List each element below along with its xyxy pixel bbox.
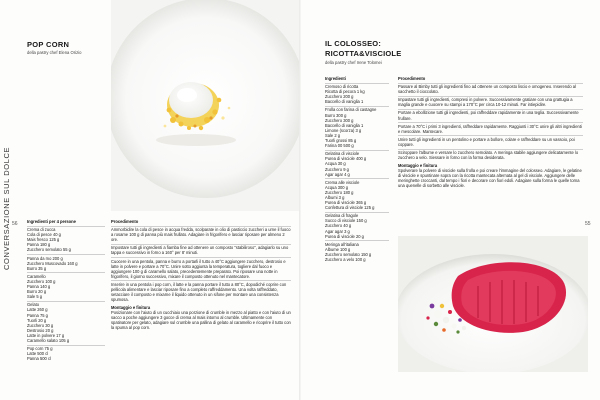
ingredient-line: Sale 5 g (27, 294, 43, 300)
divider (325, 240, 389, 241)
procedure-column-right (398, 76, 583, 188)
ingredient-line: Latte in polvere 17 g (27, 332, 65, 338)
procedure-step: Impostare tutti gli ingredienti a fiamba fine ad ottenere un composto "stabiliroso", adagiarlo su uno tappa e successivo in forno a 160° per 8' minuti. (111, 245, 289, 256)
procedure-heading-right: Procedimento (398, 76, 426, 81)
divider (398, 109, 583, 110)
popcorn-dessert-photo (111, 0, 299, 211)
ingredient-line: Burro 20 g (27, 289, 47, 295)
ingredient-line: Confettura di visciole 125 g (325, 205, 375, 211)
ingredient-line: Frolla con farina di castagne (325, 107, 377, 113)
divider (398, 135, 583, 136)
page-fold (299, 0, 301, 400)
mount-heading-right: Montaggio e finitura (398, 162, 438, 168)
ingredient-line: Zucchero a velo 100 g (325, 257, 366, 262)
ingredient-line: Gelatina di visciole (325, 151, 360, 157)
ingredient-line: Mais fresco 125 g (27, 237, 60, 243)
ingredient-line: Gelato (27, 302, 40, 308)
ingredients-column-left (27, 219, 105, 361)
ingredient-line: Baccello di vaniglia 1 (325, 99, 364, 105)
ingredient-line: Baccello di vaniglia 1 (325, 122, 364, 128)
page-number-left: 56 (12, 221, 18, 227)
divider (27, 226, 105, 227)
ingredients-heading-left: Ingredienti per 4 persone (27, 219, 76, 224)
divider (398, 83, 583, 84)
procedure-step: Cuocere in una pentola, panna e burro a portarli il tutto a 40°C aggiungere zucchero, destrosio e latte in polvere e portare a 70°C. Unire sotto aggiunta la temperatura, togliere dal fuoco e aggiungere 100 g di caramello salato, precedentemente preparato. Poi riposare una notte in frigorifero, il giorno successivo, mixare il composto ottenuto nel mantecatore. (111, 258, 286, 279)
ingredient-line: Meringa all'italiana (325, 241, 359, 247)
page-number-right: 55 (585, 221, 591, 227)
section-title-vertical: CONVERSAZIONE SUL DOLCE (2, 146, 11, 270)
ingredient-line: Pop corn 75 g (27, 346, 53, 352)
ingredient-line: Crema alle visciole (325, 179, 360, 185)
ingredient-line: Purea di visciole 20 g (325, 233, 364, 239)
divider (325, 83, 389, 84)
ingredient-line: Limone (scorza) 3 g (325, 127, 362, 133)
recipe-title-right (325, 39, 485, 58)
ingredient-line: Acqua 30 g (325, 161, 346, 167)
procedure-column-left (111, 219, 291, 330)
ingredient-line: Albumi 3 g (325, 194, 345, 200)
chef-credit-left: della pastry chef Elena Orizio (27, 50, 82, 55)
ingredient-line: Zucchero 100 g (27, 278, 56, 284)
ingredient-line: Zucchero 300 g (325, 117, 354, 123)
ingredient-line: Purea di visciole 400 g (325, 156, 367, 162)
procedure-step: Inserire in una pentola i pop corn, il latte e la panna portare il tutto a 80°C, dopodiché coprire con pellicola alimentare e lasciar riposare fino a completo raffreddamento. Una volta raffreddato, setacciare il composto e mixarne il liquido ottenuto in un sifone per montare una consistenza spumosa. (111, 281, 287, 303)
divider (27, 254, 105, 255)
divider (398, 149, 583, 150)
divider (325, 106, 389, 107)
title-line-1: IL COLOSSEO: (325, 39, 382, 48)
mount-heading-left: Montaggio e finitura (111, 304, 151, 310)
procedure-step: Ammorbidire la cola di pesce in acqua fredda, scolparate in olio di pasticcio zuccheri a urne il fuoco a rosame 100 g di panna più mais frullato. Adagiare in frigorifero e lasciar riposare per almeno 2 ore. (111, 227, 291, 243)
ingredient-line: Burro 35 g (27, 265, 47, 271)
ingredient-line: Gelatina di fragole (325, 213, 359, 219)
procedure-step: Unire tutti gli ingredienti in un pentolino e portare a bollore, colare e raffreddare su un vassoio, poi coppare. (398, 136, 575, 147)
colosseo-dessert-photo (398, 236, 588, 372)
ingredient-line: Panna 500 cl (27, 356, 51, 362)
ingredient-line: Crema di zucca (27, 227, 56, 233)
ingredient-line: Caramello salato 105 g (27, 337, 70, 343)
mount-text-left: Posizionare con l'aiuto di un cucchiaio una porzione di crumble in mezzo al piatto e con l'aiuto di un sacco a poche aggiungere 3 gocce di crema al mais intorno al crumble. Ultimamente con spatinatore per gelato, adagiare sul crumble una pallina di gelato al caramello e ricoprire il tutto con la spuma al pop corn. (111, 309, 291, 331)
divider (325, 212, 389, 213)
recipe-title-left: POP CORN (27, 40, 70, 49)
procedure-heading-left: Procedimento (111, 219, 139, 224)
ingredient-line: Panna 180 g (27, 242, 51, 248)
ingredient-line: Sale 2 g (325, 132, 341, 138)
procedure-step: Impastare tutti gli ingredienti, compresi in polvere. Successivamente gratiare con una grattugia a maglia grande e cuocere su stampi a 170°C per circa 10-12 minuti. Far intiepidire. (398, 97, 573, 108)
ingredient-line: Burro 300 g (325, 112, 347, 118)
ingredients-heading-right: Ingredienti (325, 76, 346, 81)
ingredient-line: Ricotta di pecora 1 kg (325, 89, 365, 95)
ingredient-line: Purea di visciole 365 g (325, 200, 367, 206)
divider (325, 178, 389, 179)
chef-credit-right: della pastry chef Irene Tolomei (325, 60, 382, 65)
ingredient-line: Tuorli 20 g (27, 317, 47, 323)
divider (111, 280, 291, 281)
ingredient-line: Farina 00 500 g (325, 143, 354, 149)
ingredient-line: Zucchero Muscovado 160 g (27, 260, 78, 266)
ingredient-line: Zucchero 180 g (325, 189, 354, 195)
divider (325, 150, 389, 151)
divider (398, 96, 583, 97)
divider (27, 345, 105, 346)
ingredient-line: Acqua 300 g (325, 184, 348, 190)
procedure-step: Passare al Bimby tutti gli ingredienti fino ad ottenere un composto liscio e omogeneo. Inserendo al sacchetto il cioccolato. (398, 84, 576, 95)
ingredient-line: Zucchero 200 g (325, 94, 354, 100)
procedure-step: Portare a ebollizione tutti gli ingredienti, poi raffreddare rapidamente in una teglia. Successivamente frullare. (398, 110, 579, 121)
ingredient-line: Zucchero 9 g (325, 166, 349, 172)
ingredient-line: Succo di visciole 150 g (325, 218, 367, 224)
ingredient-line: Zucchero semolato 55 g (27, 247, 71, 253)
ingredient-line: Albume 100 g (325, 246, 351, 252)
ingredient-line: Zucchero semolato 150 g (325, 251, 372, 257)
ingredient-line: Zucchero 30 g (27, 322, 54, 328)
divider (27, 272, 105, 273)
procedure-step: Portare a 70°C i primi 3 ingredienti, raffreddare rapidamente. Raggiunti i 30°C unire gli altri ingredienti e mescolare. Mantecare. (398, 123, 582, 134)
divider (111, 226, 291, 227)
divider (111, 257, 291, 258)
ingredient-line: Cola di pesce 40 g (27, 232, 61, 238)
ingredient-line: Zucchero 40 g (325, 223, 352, 229)
ingredient-line: Latte 260 g (27, 307, 48, 313)
ingredient-line: Destrosio 20 g (27, 327, 54, 333)
ingredients-column-right (325, 76, 389, 262)
title-line-2: RICOTTA&VISCIOLE (325, 48, 402, 58)
divider (111, 244, 291, 245)
ingredient-line: Panna 140 g (27, 284, 51, 290)
ingredient-line: Agar agar 4 g (325, 171, 350, 177)
mount-text-right: Spolverare la polvere di visciole sulla frolla e poi creare l'immagine del colosseo. Adagiare, le gelatine di visciole e spuntinare sopra con la ricotta mantecata alternata al gel di visciole. Aggiungere delle meringhette croccanti, dal tempo i fiori e decorare con fiori edoli. Adagiare sulla forma le quelle torna una quenelle di sorbetto alle visciole. (398, 167, 582, 189)
ingredient-line: Agar agar 3 g (325, 228, 350, 234)
procedure-step: Sciroppare l'albume e versare lo zucchero semolato. A meringa stabile aggiungere delicatamente lo zucchero a velo. Siessare in forno con la forma desiderata. (398, 150, 579, 161)
ingredient-line: Tuorli grossi 85 g (325, 138, 357, 144)
ingredient-line: Panna da mo 200 g (27, 255, 63, 261)
divider (398, 122, 583, 123)
ingredient-line: Latte 500 cl (27, 351, 49, 357)
ingredient-line: Caramello (27, 273, 46, 279)
ingredient-line: Panna 75 g (27, 312, 48, 318)
ingredient-line: Cremoso di ricotta (325, 84, 359, 90)
divider (27, 301, 105, 302)
